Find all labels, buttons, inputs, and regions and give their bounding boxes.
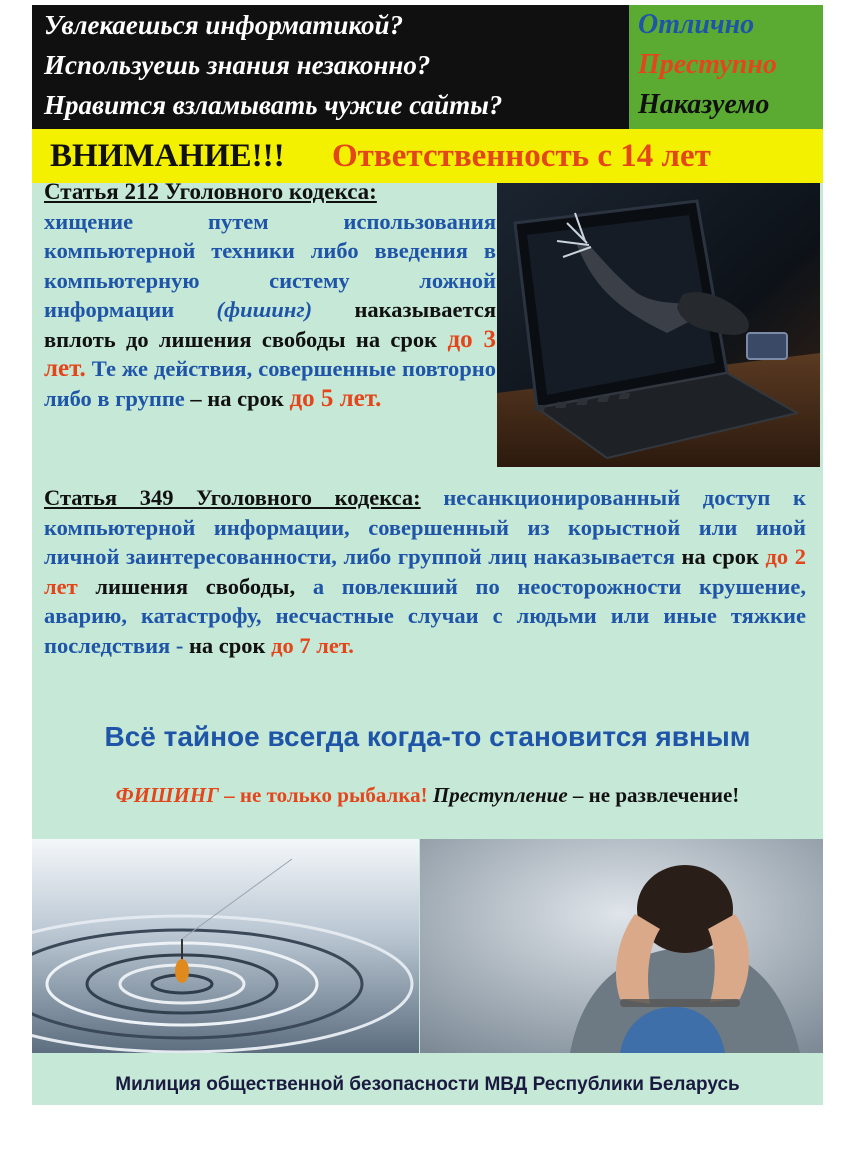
verdict-excellent: Отлично: [638, 9, 755, 40]
responsibility-label: Ответственность с 14 лет: [332, 138, 711, 174]
phishing-rest: – не только рыбалка!: [224, 783, 428, 807]
article-212-text: [44, 207, 496, 414]
fishing-float-ripples-image: [32, 839, 419, 1053]
article-212-penalty-2: – на срок: [190, 385, 284, 411]
crime-word: Преступление: [432, 783, 568, 807]
article-349-deprivation: лишения свободы,: [95, 573, 296, 599]
crime-dash: –: [572, 783, 584, 807]
article-349-penalty-2: на срок: [188, 632, 266, 658]
phishing-line: [32, 783, 823, 808]
warning-bar: [32, 129, 823, 183]
article-349-title: Статья 349 Уголовного кодекса:: [44, 485, 421, 510]
handcuffed-teen-image: [420, 839, 823, 1053]
article-212: [44, 177, 496, 413]
article-349-term-1: до 2 лет: [44, 544, 806, 599]
article-212-offence: хищение путем использования компьютерной техники либо введения в компьютерную систему ложной информации: [44, 208, 496, 322]
slogan: Всё тайное всегда когда-то становится явным: [104, 721, 751, 752]
question-3: Нравится взламывать чужие сайты?: [44, 90, 503, 120]
article-212-term-2: до 5 лет.: [289, 384, 382, 412]
article-349-penalty: на срок: [681, 544, 759, 569]
article-212-term-1: до 3 лет.: [44, 325, 497, 382]
article-212-penalty: наказывается вплоть до лишения свободы на срок: [44, 297, 497, 352]
question-2: Используешь знания незаконно?: [44, 50, 431, 80]
verdict-punishable: Наказуемо: [638, 89, 770, 120]
verdict-criminal: Преступно: [638, 49, 777, 80]
article-212-title: Статья 212 Уголовного кодекса:: [44, 179, 377, 204]
attention-label: ВНИМАНИЕ!!!: [50, 138, 285, 174]
article-349-offence: несанкционированный доступ к компьютерной информации, совершенный из корыстной или иной личной заинтересованности, либо группой лиц наказывается: [44, 485, 807, 569]
article-349-term-2: до 7 лет.: [271, 632, 354, 658]
hacker-hand-laptop-image: [497, 183, 820, 467]
phishing-note: (фишинг): [216, 297, 313, 322]
footer-issuer: Милиция общественной безопасности МВД Республики Беларусь: [115, 1074, 740, 1095]
poster-header: [32, 5, 823, 129]
crime-end: не развлечение!: [588, 783, 740, 807]
question-1: Увлекаешься информатикой?: [44, 10, 404, 40]
poster: [32, 5, 823, 1105]
article-212-repeat: Те же действия, совершенные повторно либо в группе: [44, 356, 497, 411]
phishing-word: ФИШИНГ: [115, 783, 219, 807]
article-349-consequences: а повлекший по неосторожности крушение, аварию, катастрофу, несчастные случаи с людьми или иные тяжкие последствия -: [44, 573, 806, 658]
article-349: [44, 483, 806, 660]
